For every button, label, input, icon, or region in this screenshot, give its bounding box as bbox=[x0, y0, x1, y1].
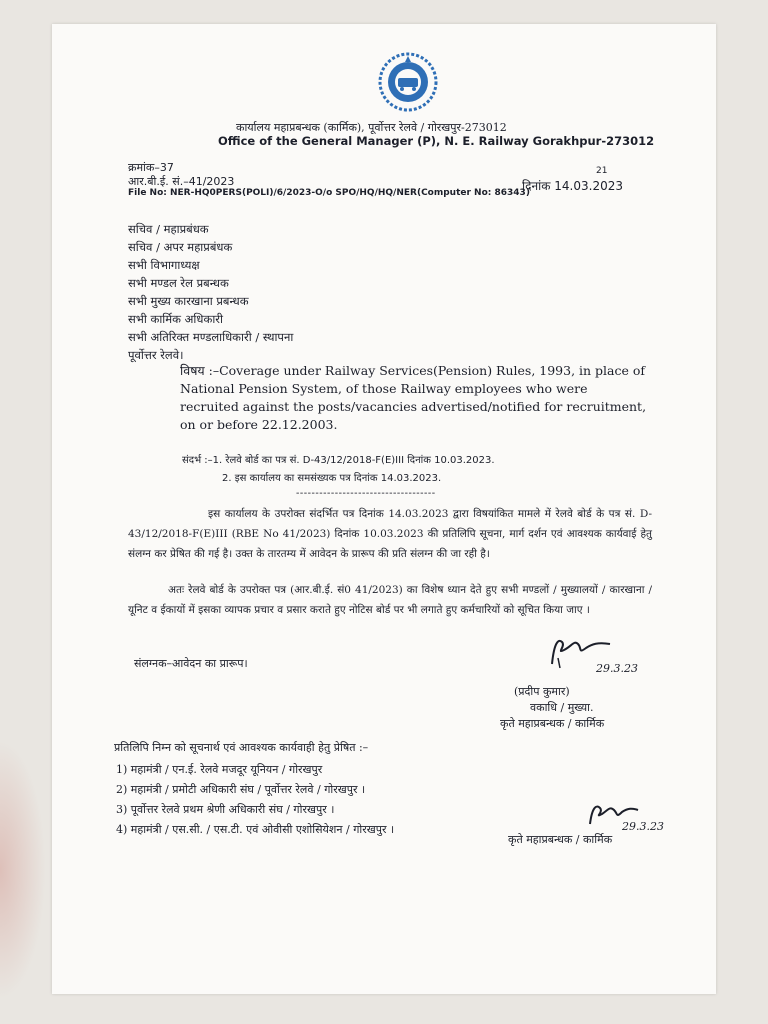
copy-signature-date: 29.3.23 bbox=[622, 820, 664, 833]
addressee-line: पूर्वोत्तर रेलवे। bbox=[128, 348, 184, 362]
signature-date: 29.3.23 bbox=[596, 662, 638, 675]
rbe-number: आर.बी.ई. सं.–41/2023 bbox=[128, 175, 235, 188]
file-number: File No: NER-HQ0PERS(POLI)/6/2023-O/o SPO/HQ/HQ/NER(Computer No: 86343) bbox=[128, 188, 530, 198]
addressee-line: सचिव / महाप्रबंधक bbox=[128, 222, 209, 236]
copy-to-item: 2) महामंत्री / प्रमोटी अधिकारी संघ / पूर्वोत्तर रेलवे / गोरखपुर । bbox=[116, 783, 366, 796]
copy-to-item: 3) पूर्वोत्तर रेलवे प्रथम श्रेणी अधिकारी संघ / गोरखपुर । bbox=[116, 803, 335, 816]
office-name-english: Office of the General Manager (P), N. E. Railway Gorakhpur-273012 bbox=[218, 134, 655, 148]
date-correction: 21 bbox=[596, 166, 608, 176]
copy-on-behalf: कृते महाप्रबन्धक / कार्मिक bbox=[508, 833, 613, 846]
kramank: क्रमांक–37 bbox=[128, 161, 174, 174]
addressee-line: सचिव / अपर महाप्रबंधक bbox=[128, 240, 233, 254]
addressee-line: सभी कार्मिक अधिकारी bbox=[128, 312, 223, 326]
office-name-hindi: कार्यालय महाप्रबन्धक (कार्मिक), पूर्वोत्तर रेलवे / गोरखपुर-273012 bbox=[236, 121, 507, 134]
separator-line: ------------------------------------ bbox=[296, 488, 436, 499]
body-paragraph-2: अतः रेलवे बोर्ड के उपरोक्त पत्र (आर.बी.ई. सं0 41/2023) का विशेष ध्यान देते हुए सभी मण्डलों / मुख्यालयों / कारखाना / यूनिट व ईकायों में इसका व्यापक प्रचार व प्रसार कराते हुए नोटिस बोर्ड पर भी लगाते हुए कर्मचारियों को सूचित किया जाए । bbox=[128, 584, 652, 616]
copy-to-heading: प्रतिलिपि निम्न को सूचनार्थ एवं आवश्यक कार्यवाही हेतु प्रेषित :– bbox=[114, 741, 369, 754]
addressee-line: सभी मुख्य कारखाना प्रबन्धक bbox=[128, 294, 249, 308]
reference-line: संदर्भ :–1. रेलवे बोर्ड का पत्र सं. D-43/12/2018-F(E)III दिनांक 10.03.2023. bbox=[182, 455, 495, 466]
addressee-line: सभी विभागाध्यक्ष bbox=[128, 258, 200, 272]
reference-line: 2. इस कार्यालय का समसंख्यक पत्र दिनांक 14.03.2023. bbox=[222, 473, 442, 484]
letter-date: दिनांक 14.03.2023 bbox=[522, 179, 623, 193]
indian-railways-emblem-icon bbox=[378, 52, 438, 112]
enclosure: संलग्नक–आवेदन का प्रारूप। bbox=[134, 657, 248, 670]
copy-to-item: 4) महामंत्री / एस.सी. / एस.टी. एवं ओवीसी एशोसियेशन / गोरखपुर । bbox=[116, 823, 395, 836]
signatory-designation: वकाधि / मुख्या. bbox=[530, 701, 594, 714]
signatory-name: (प्रदीप कुमार) bbox=[514, 685, 570, 698]
page-edge-shadow bbox=[0, 740, 46, 1000]
addressee-line: सभी अतिरिक्त मण्डलाधिकारी / स्थापना bbox=[128, 330, 294, 344]
subject: विषय :–Coverage under Railway Services(Pension) Rules, 1993, in place of National Pension System, of those Railway employees who were recruited against the posts/vacancies advertised/notified for recruitment, on or before 22.12.2003. bbox=[180, 363, 647, 432]
copy-to-item: 1) महामंत्री / एन.ई. रेलवे मजदूर यूनियन / गोरखपुर bbox=[116, 763, 323, 776]
addressee-line: सभी मण्डल रेल प्रबन्धक bbox=[128, 276, 229, 290]
signatory-on-behalf: कृते महाप्रबन्धक / कार्मिक bbox=[500, 717, 605, 730]
body-paragraph-1: इस कार्यालय के उपरोक्त संदर्भित पत्र दिनांक 14.03.2023 द्वारा विषयांकित मामले में रेलवे बोर्ड के पत्र सं. D-43/12/2018-F(E)III (RBE No 41/2023) दिनांक 10.03.2023 की प्रतिलिपि सूचना, मार्ग दर्शन एवं आवश्यक कार्यवाई हेतु संलग्न कर प्रेषित की गई है। उक्त के तारतम्य में आवेदन के प्रारूप की प्रति संलग्न की जा रही है। bbox=[128, 508, 652, 560]
